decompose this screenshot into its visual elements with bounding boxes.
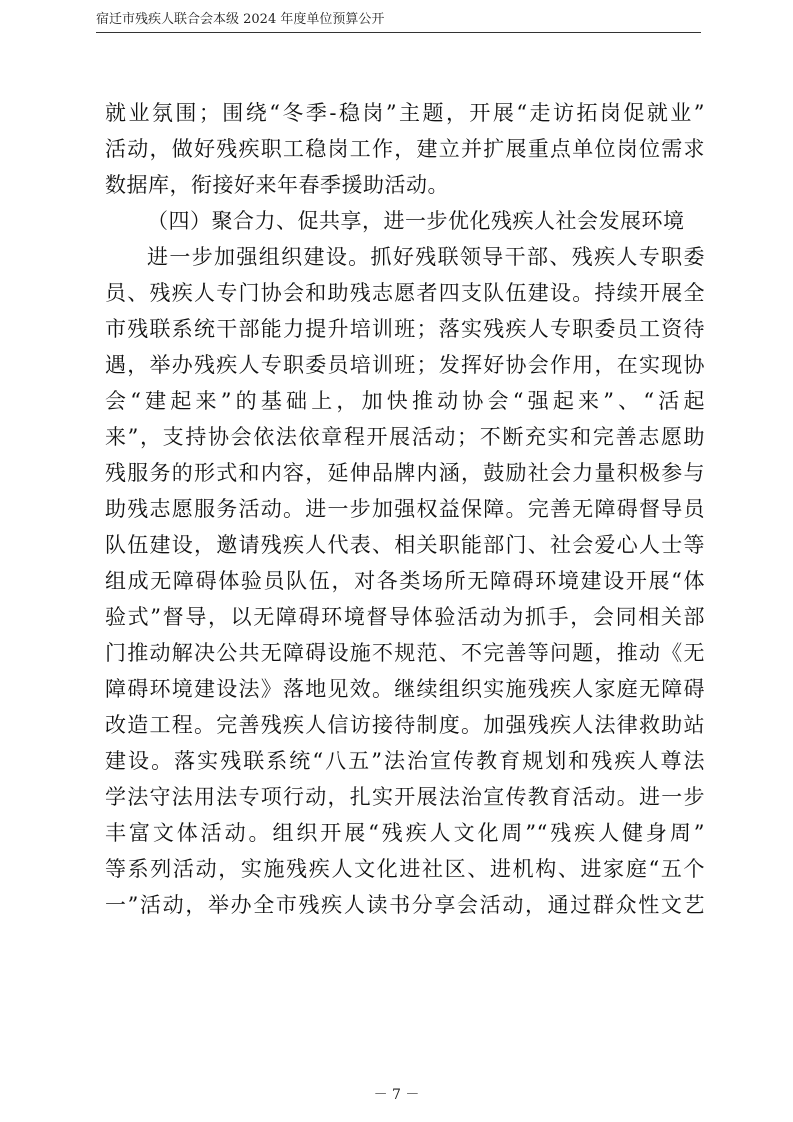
body-line: 遇，举办残疾人专职委员培训班；发挥好协会作用，在实现协: [105, 353, 705, 377]
body-line: 残服务的形式和内容，延伸品牌内涵，鼓励社会力量积极参与: [105, 461, 705, 485]
page-footer: [0, 1084, 793, 1104]
document-body: [105, 95, 705, 923]
body-line: 障碍环境建设法》落地见效。继续组织实施残疾人家庭无障碍: [105, 677, 705, 701]
body-line: 等系列活动，实施残疾人文化进社区、进机构、进家庭“五个: [105, 857, 705, 881]
body-line: 会“建起来”的基础上，加快推动协会“强起来”、“活起: [105, 389, 705, 413]
running-header: [96, 10, 701, 33]
header-title: 宿迁市残疾人联合会本级 2024 年度单位预算公开: [96, 12, 385, 27]
body-line: 助残志愿服务活动。进一步加强权益保障。完善无障碍督导员: [105, 497, 705, 521]
page-number: － 7 －: [373, 1087, 420, 1103]
body-line: 建设。落实残联系统“八五”法治宣传教育规划和残疾人尊法: [105, 749, 705, 773]
body-line: 队伍建设，邀请残疾人代表、相关职能部门、社会爱心人士等: [105, 533, 705, 557]
body-line: 学法守法用法专项行动，扎实开展法治宣传教育活动。进一步: [105, 785, 705, 809]
body-line: 市残联系统干部能力提升培训班；落实残疾人专职委员工资待: [105, 317, 705, 341]
body-line: 来”，支持协会依法依章程开展活动；不断充实和完善志愿助: [105, 425, 705, 449]
body-line: 进一步加强组织建设。抓好残联领导干部、残疾人专职委: [147, 245, 705, 269]
body-line: 组成无障碍体验员队伍，对各类场所无障碍环境建设开展“体: [105, 569, 705, 593]
body-line: 就业氛围；围绕“冬季-稳岗”主题，开展“走访拓岗促就业”: [105, 101, 705, 125]
body-line: 数据库，衔接好来年春季援助活动。: [105, 173, 449, 197]
body-line: 改造工程。完善残疾人信访接待制度。加强残疾人法律救助站: [105, 713, 705, 737]
body-line: 丰富文体活动。组织开展“残疾人文化周”“残疾人健身周”: [105, 821, 705, 845]
body-line: 一”活动，举办全市残疾人读书分享会活动，通过群众性文艺: [105, 893, 705, 917]
body-line: 活动，做好残疾职工稳岗工作，建立并扩展重点单位岗位需求: [105, 137, 705, 161]
body-line: 门推动解决公共无障碍设施不规范、不完善等问题，推动《无: [105, 641, 705, 665]
body-line: 员、残疾人专门协会和助残志愿者四支队伍建设。持续开展全: [105, 281, 705, 305]
body-line: 验式”督导，以无障碍环境督导体验活动为抓手，会同相关部: [105, 605, 705, 629]
section-heading: （四）聚合力、促共享，进一步优化残疾人社会发展环境: [147, 209, 685, 233]
